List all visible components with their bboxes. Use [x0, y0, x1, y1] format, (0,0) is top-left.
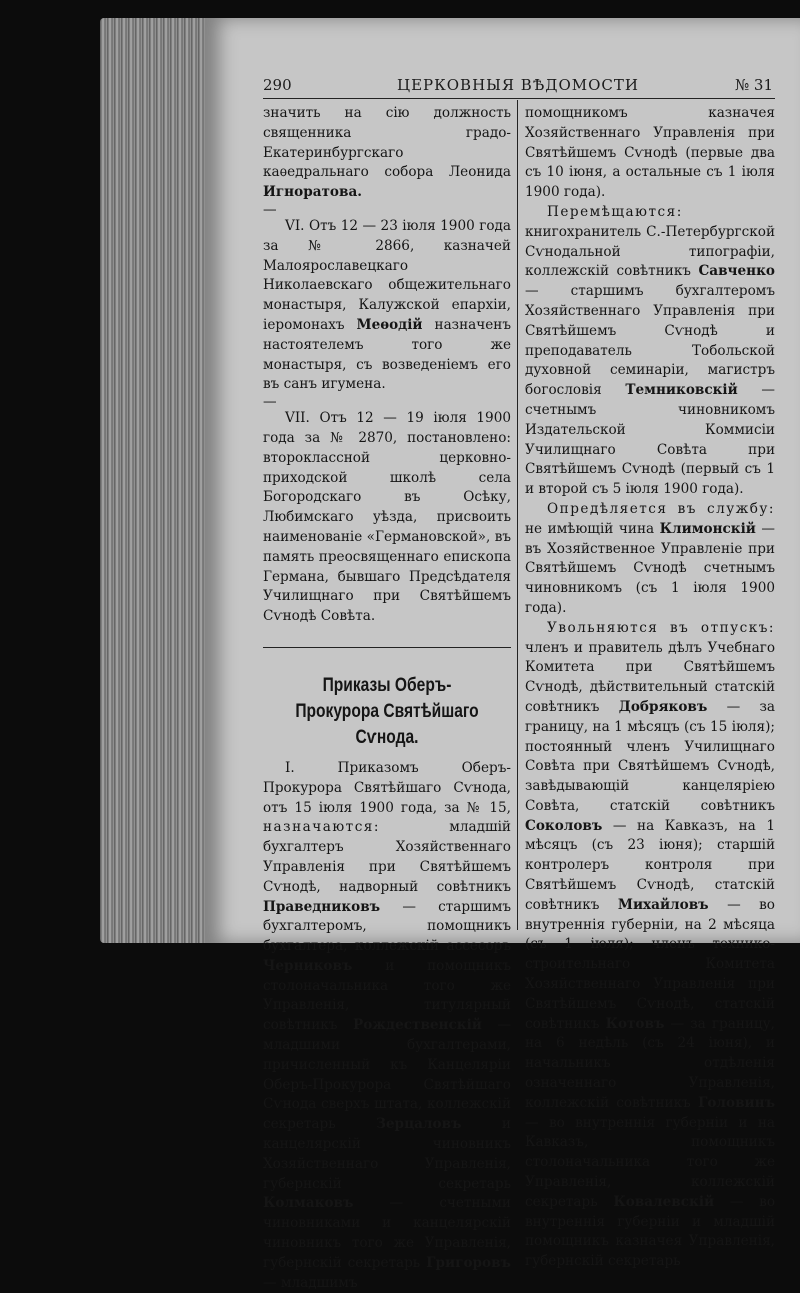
- paragraph-appointment: Опредѣляется въ службу: не имѣющій чина Климонскій — въ Хозяйственное Управленіе при Святѣйшемъ Сѵнодѣ счетнымъ чиновникомъ (съ 1 іюля 1900 года).: [525, 500, 775, 616]
- paragraph-leave: Увольняются въ отпускъ: членъ и правитель дѣлъ Учебнаго Комитета при Святѣйшемъ Сѵнодѣ, дѣйствительный статскій совѣтникъ Добряковъ — за границу, на 1 мѣсяцъ (съ 15 іюля); постоянный членъ Училищнаго Совѣта при Святѣйшемъ Сѵнодѣ, завѣдывающій канцеляріею Совѣта, статскій совѣтникъ Соколовъ — на Кавказъ, на 1 мѣсяцъ (съ 23 іюня); старшій контролеръ контроля при Святѣйшемъ Сѵнодѣ, статскій совѣтникъ Михайловъ — во внутреннія губерніи, на 2 мѣсяца (съ 1 іюля); членъ технико-строительнаго Комитета Хозяйственнаго Управленія при Святѣйшемъ Сѵнодѣ, статскій совѣтникъ Котовъ — за границу, на 6 недѣль (съ 24 іюня), и начальникъ отдѣленія означеннаго Управленія, коллежскій совѣтникъ Головинъ — во внутреннія губерніи и на Кавказъ, помощникъ столоначальника того же Управленія, коллежскій секретарь Ковалевскій — во внутреннія губерніи и младшій помощникъ казначея Управленія, губернскій секретарь: [525, 619, 776, 1270]
- book-page: [205, 18, 800, 1291]
- section-heading: Приказы Оберъ-Прокурора Святѣйшаго Сѵнода.: [295, 674, 479, 748]
- paragraph-order-i: I. Приказомъ Оберъ-Прокурора Святѣйшаго Сѵнода, отъ 15 іюля 1900 года, за № 15, назначаются: младшій бухгалтеръ Хозяйственнаго Управленія при Святѣйшемъ Сѵнодѣ, надворный совѣтникъ Праведниковъ — старшимъ бухгалтеромъ, помощникъ бухгалтера, коллежскій ассесоръ Черниковъ и помощникъ столоначальника того же Управленія, титулярный совѣтникъ Рождественскій — младшими бухгалтерами, причисленный къ Канцеляріи Оберъ-Прокурора Святѣйшаго Сѵнода сверхъ штата, коллежскій секретарь Зерцаловъ и канцелярскій чиновникъ Хозяйственнаго Управленія, губернскій секретарь Колмаковъ — счетными чиновниками и канцелярскій чиновникъ того же Управленія, губернскій секретарь Григоровъ — младшимъ: [263, 759, 511, 1291]
- section-rule: [263, 627, 511, 667]
- paragraph: значить на сію должность священника градо-Екатеринбургскаго каѳедральнаго собора Леонида Игноратова.: [263, 105, 511, 201]
- paragraph-transfers: Перемѣщаются: книгохранитель С.-Петербургской Сѵнодальной типографіи, коллежскій совѣтникъ Савченко — старшимъ бухгалтеромъ Хозяйственнаго Управленія при Святѣйшемъ Сѵнодѣ и преподаватель Тобольской духовной семинаріи, магистръ богословія Темниковскій — счетнымъ чиновникомъ Издательской Коммисіи Училищнаго Совѣта при Святѣйшемъ Сѵнодѣ (первый съ 1 и второй съ 5 іюля 1900 года).: [525, 203, 775, 498]
- dash-separator: —: [263, 394, 277, 411]
- column-divider: [517, 100, 518, 930]
- issue-number: № 31: [734, 76, 773, 94]
- journal-title: ЦЕРКОВНЫЯ ВѢДОМОСТИ: [397, 76, 639, 94]
- paragraph-vi: VI. Отъ 12 — 23 іюля 1900 года за № 2866, казначей Малоярославецкаго Николаевскаго общежительнаго монастыря, Калужской епархіи, іеромонахъ Меѳодій назначенъ настоятелемъ того же монастыря, съ возведеніемъ его въ санъ игумена.: [263, 217, 512, 393]
- paragraph: помощникомъ казначея Хозяйственнаго Управленія при Святѣйшемъ Сѵнодѣ (первые два съ 10 іюня, а остальные съ 1 іюля 1900 года).: [525, 105, 775, 201]
- page-number: 290: [263, 76, 292, 94]
- book-page-edges: [100, 18, 215, 943]
- header-rule: [263, 98, 775, 99]
- dash-separator: —: [263, 201, 277, 218]
- right-column: [525, 104, 775, 1272]
- left-column: [263, 104, 511, 1293]
- running-header: [263, 76, 773, 98]
- paragraph-vii: VII. Отъ 12 — 19 іюля 1900 года за № 2870, постановлено: второклассной церковно-приходской школѣ села Богородскаго въ Осѣку, Любимскаго уѣзда, присвоить наименованіе «Германовской», въ память преосвященнаго епископа Германа, бывшаго Предсѣдателя Училищнаго при Святѣйшемъ Сѵнодѣ Совѣта.: [263, 410, 511, 625]
